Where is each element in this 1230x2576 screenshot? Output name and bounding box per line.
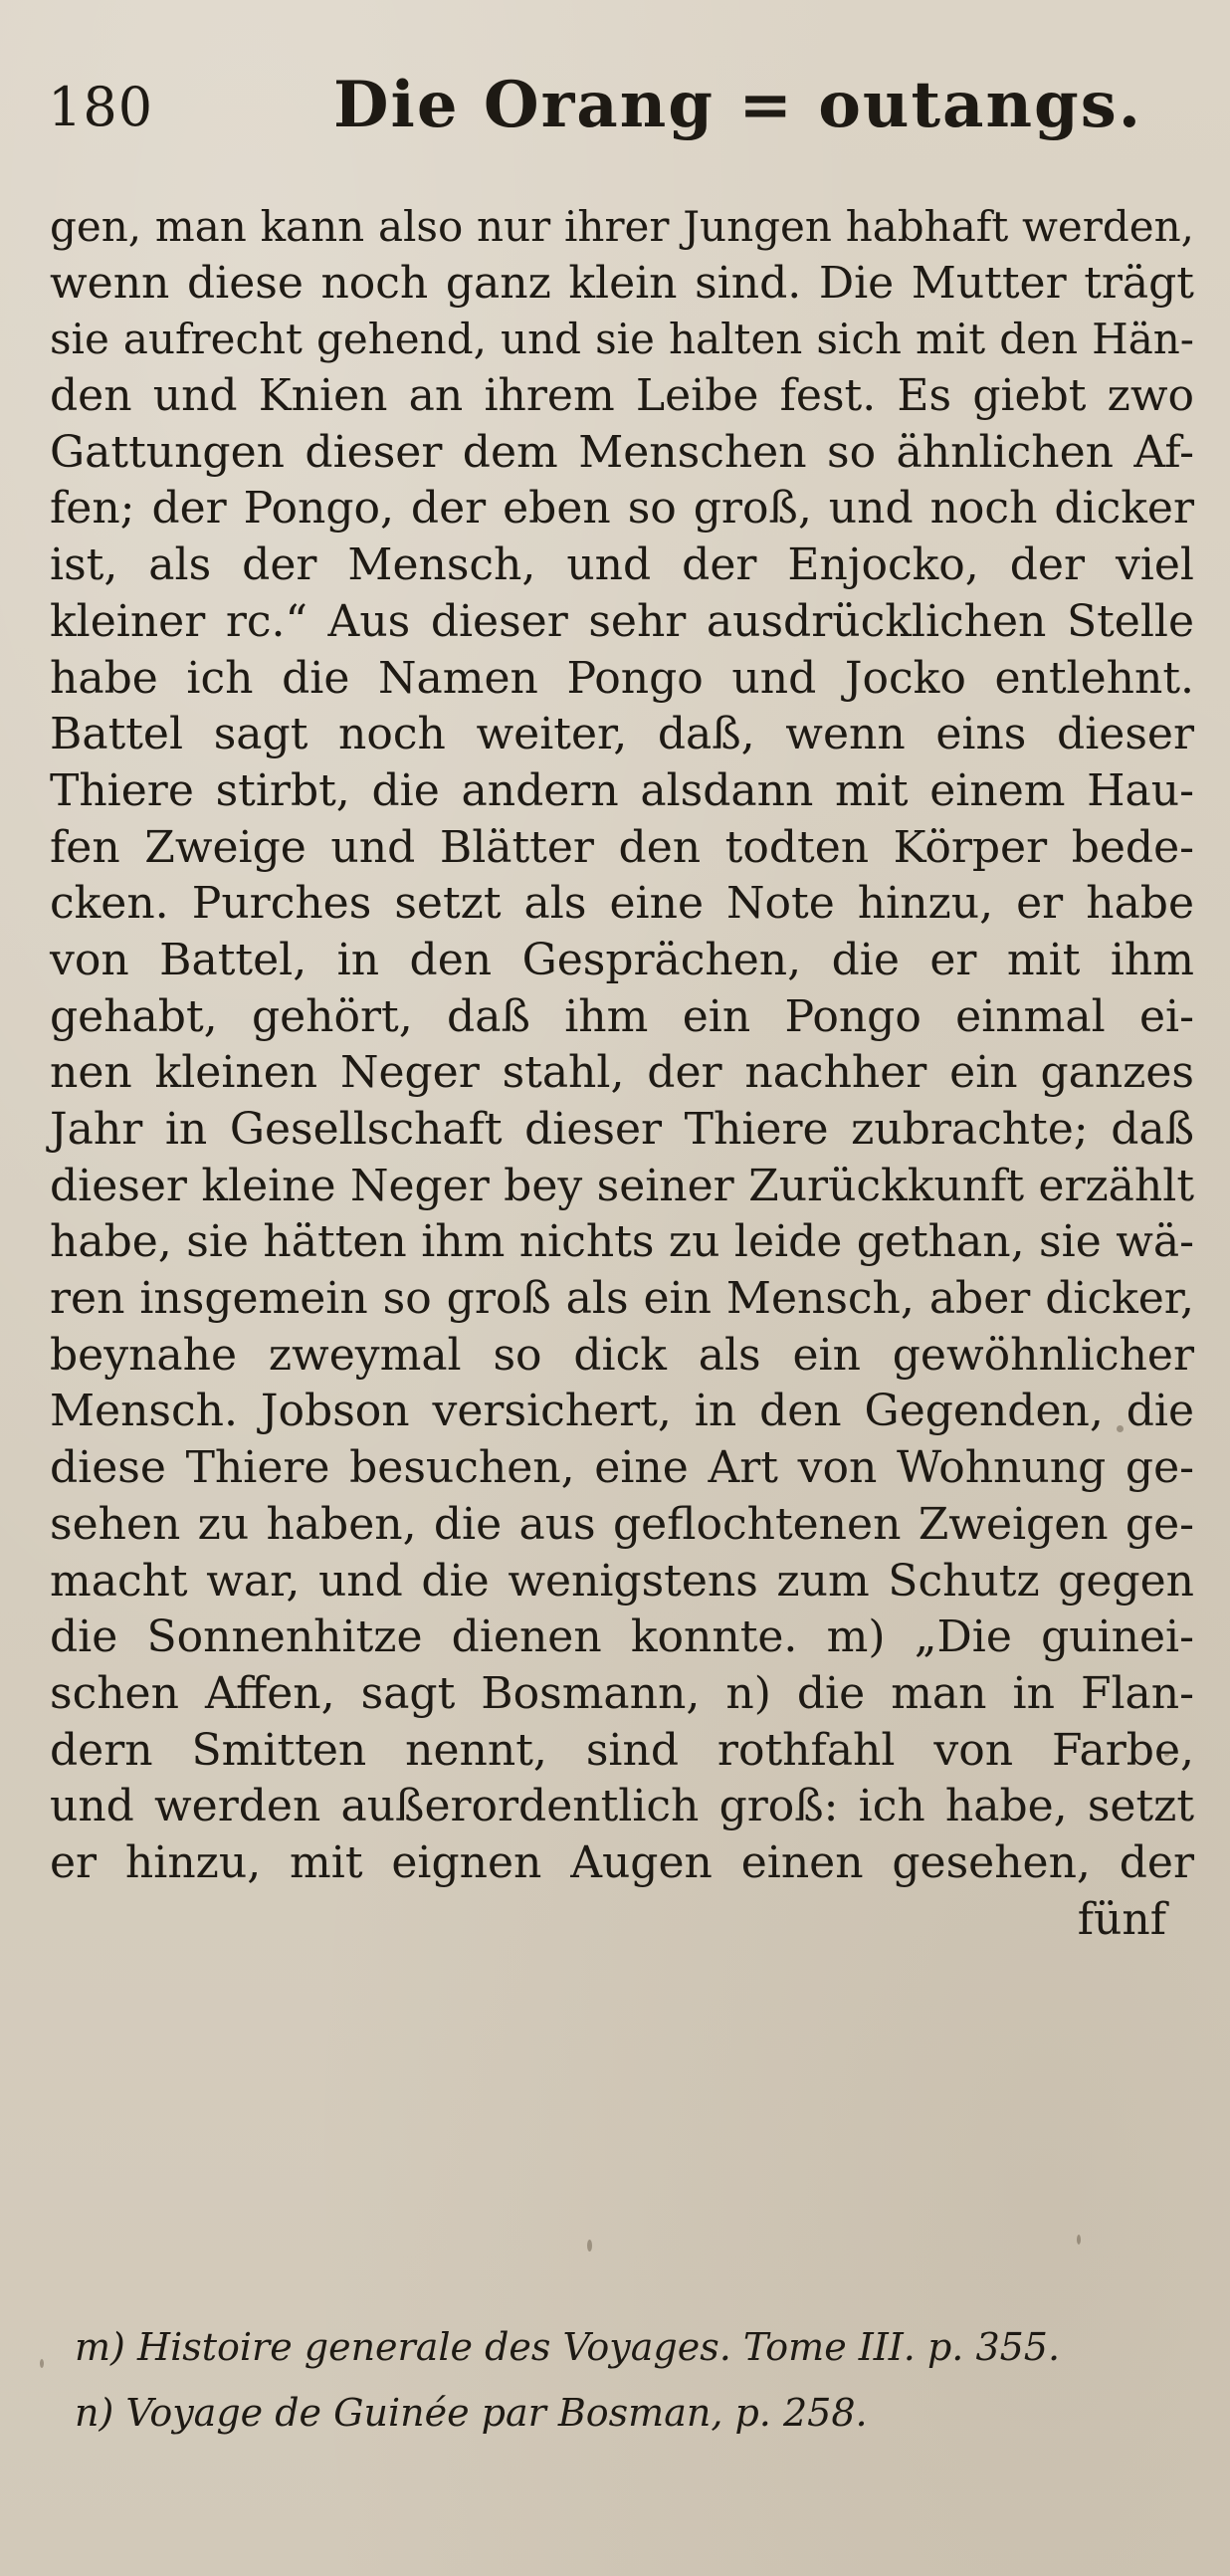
text-line: Gattungen dieser dem Menschen so ähnlichen Af- [50,426,1194,478]
text-line: fen; der Pongo, der eben so groß, und noch dicker [50,483,1194,535]
running-head: Die Orang = outangs. [333,68,1143,142]
text-line: Jahr in Gesellschaft dieser Thiere zubrachte; daß [50,1104,1194,1155]
body-text [50,199,1194,1948]
page-number: 180 [48,76,154,138]
text-line: ren insgemein so groß als ein Mensch, aber dicker, [50,1273,1194,1325]
text-line: Mensch. Jobson versichert, in den Gegenden, die [50,1386,1194,1437]
text-line: habe ich die Namen Pongo und Jocko entlehnt. [50,652,1194,704]
text-line: kleiner rc.“ Aus dieser sehr ausdrücklichen Stelle [50,595,1194,647]
text-line: Thiere stirbt, die andern alsdann mit einem Hau- [50,764,1194,816]
paper-speck [1117,1425,1124,1432]
paper-speck [1164,1752,1169,1757]
text-line: sehen zu haben, die aus geflochtenen Zweigen ge- [50,1498,1194,1550]
text-line: dieser kleine Neger bey seiner Zurückkunft erzählt [50,1160,1194,1211]
text-line: nen kleinen Neger stahl, der nachher ein ganzes [50,1047,1194,1099]
text-line: die Sonnenhitze dienen konnte. m) „Die guinei- [50,1611,1194,1663]
text-line: cken. Purches setzt als eine Note hinzu, er habe [50,878,1194,930]
text-line: habe, sie hätten ihm nichts zu leide gethan, sie wä- [50,1216,1194,1268]
text-line: Battel sagt noch weiter, daß, wenn eins dieser [50,709,1194,760]
text-line: sie aufrecht gehend, und sie halten sich mit den Hän- [50,315,1194,364]
text-line: und werden außerordentlich groß: ich habe, setzt [50,1781,1194,1832]
text-line: fen Zweige und Blätter den todten Körper bede- [50,821,1194,873]
paper-speck [1077,2235,1081,2245]
paper-speck [40,2359,44,2368]
text-line: er hinzu, mit eignen Augen einen gesehen, der [50,1836,1194,1888]
text-line: gen, man kann also nur ihrer Jungen habhaft werden, [50,202,1194,251]
text-line: von Battel, in den Gesprächen, die er mit ihm [50,934,1194,985]
footnote-n: n) Voyage de Guinée par Bosman, p. 258. [75,2391,868,2435]
text-line: wenn diese noch ganz klein sind. Die Mutter trägt [50,257,1194,309]
text-line: beynahe zweymal so dick als ein gewöhnlicher [50,1329,1194,1381]
text-line: ist, als der Mensch, und der Enjocko, der viel [50,539,1194,591]
footnotes [75,2314,1149,2446]
text-line: gehabt, gehört, daß ihm ein Pongo einmal ei- [50,990,1194,1042]
footnote-m: m) Histoire generale des Voyages. Tome III. p. 355. [75,2325,1061,2369]
text-line: diese Thiere besuchen, eine Art von Wohnung ge- [50,1442,1194,1494]
catchword: fünf [1077,1893,1166,1945]
text-line: schen Affen, sagt Bosmann, n) die man in Flan- [50,1667,1194,1719]
text-line: macht war, und die wenigstens zum Schutz gegen [50,1555,1194,1607]
text-line: den und Knien an ihrem Leibe fest. Es giebt zwo [50,370,1194,422]
paper-speck [587,2240,592,2252]
text-line: dern Smitten nennt, sind rothfahl von Farbe, [50,1724,1194,1776]
